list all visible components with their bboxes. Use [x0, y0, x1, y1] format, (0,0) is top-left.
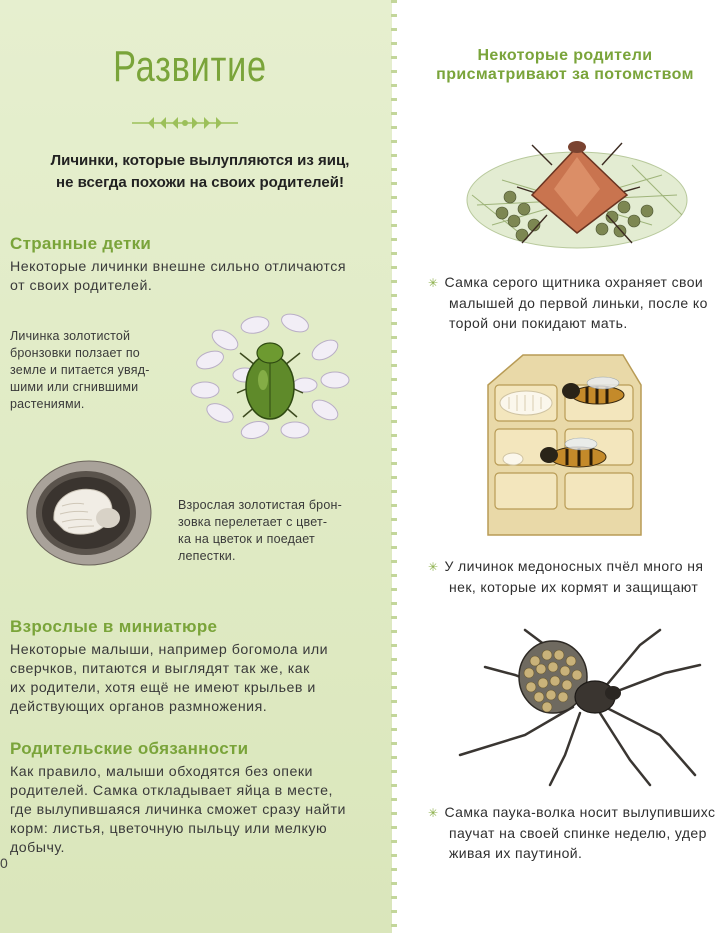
- bullet-star-icon: ✳: [428, 806, 439, 820]
- intro-text: Личинки, которые вылупляются из яиц, не всегда похожи на своих родителей!: [50, 152, 350, 191]
- shield-bug-with-nymphs-image: [462, 125, 692, 255]
- section-text-strange: Некоторые личинки внешне сильно отличаются от своих родителей.: [10, 259, 347, 294]
- wolf-spider-with-spiderlings-image: [455, 625, 715, 790]
- honeybees-in-comb-image: [483, 345, 643, 540]
- bronze-beetle-larva-image: [24, 458, 154, 568]
- section-text-parental: Как правило, малыши обходятся без опеки родителей. Самка откладывает яйца в месте, где вылупившаяся личинка сможет сразу найти корм: листья, цветочную пыльцу или мелкую добычу.: [10, 764, 346, 856]
- leaf-ornament-icon: [130, 115, 240, 131]
- section-heading-parental: Родительские обязанности: [10, 739, 249, 758]
- bronze-beetle-on-flowers-image: [185, 305, 355, 445]
- caption-larva: Личинка золотистой бронзовки ползает по земле и питается увяд- шими или сгнившими растениями.: [10, 329, 150, 411]
- page-title: Развитие: [113, 42, 267, 91]
- section-heading-miniature: Взрослые в миниатюре: [10, 617, 218, 636]
- bullet-star-icon: ✳: [428, 276, 439, 290]
- caption-wolf-spider: ✳ Самка паука-волка носит вылупившихс паучат на своей спинке неделю, удер живая их паутиной.: [428, 804, 716, 861]
- page-number: 0: [0, 855, 8, 871]
- right-section-title: Некоторые родители присматривают за потомством: [436, 47, 694, 83]
- section-text-miniature: Некоторые малыши, например богомола или сверчков, питаются и выглядят так же, как их родители, хотя ещё не имеют крыльев и действующих органов размножения.: [10, 642, 329, 715]
- bullet-star-icon: ✳: [428, 560, 439, 574]
- caption-honeybees: ✳ У личинок медоносных пчёл много ня нек, которые их кормят и защищают: [428, 558, 704, 595]
- section-heading-strange: Странные детки: [10, 234, 152, 253]
- caption-adult-beetle: Взрослая золотистая брон- зовка перелетает с цвет- ка на цветок и поедает лепестки.: [178, 498, 342, 563]
- dashed-divider: [391, 0, 397, 933]
- caption-shield-bug: ✳ Самка серого щитника охраняет свои малышей до первой линьки, после ко торой они покидают мать.: [428, 274, 708, 331]
